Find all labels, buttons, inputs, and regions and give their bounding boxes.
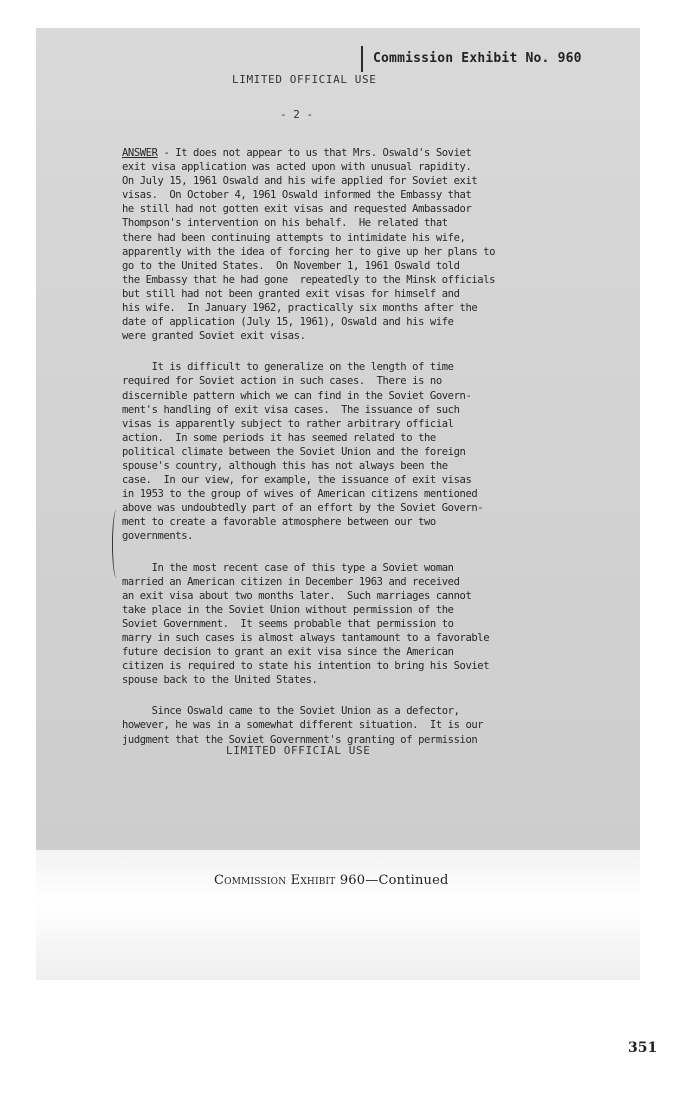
caption-exhibit: Commission Exhibit [214, 873, 336, 888]
paragraph-answer [122, 146, 522, 343]
text-line: the Embassy that he had gone repeatedly to the Minsk officials [122, 273, 496, 286]
exhibit-caption [214, 873, 449, 888]
text-line: citizen is required to state his intention to bring his Soviet [122, 660, 490, 673]
text-line: future decision to grant an exit visa since the American [122, 646, 454, 659]
text-line: discernible pattern which we can find in the Soviet Govern- [122, 389, 472, 402]
text-line: visas. On October 4, 1961 Oswald informed the Embassy that [122, 189, 472, 202]
text-line: required for Soviet action in such cases. There is no [122, 375, 442, 388]
paragraph-defector [122, 704, 522, 746]
header-classification: LIMITED OFFICIAL USE [232, 73, 377, 86]
text-line: date of application (July 15, 1961), Oswald and his wife [122, 316, 454, 329]
caption-suffix: 960—Continued [335, 873, 449, 888]
text-line: visas is apparently subject to rather arbitrary official [122, 417, 454, 430]
text-line: above was undoubtedly part of an effort by the Soviet Govern- [122, 502, 484, 515]
page-number: - 2 - [280, 108, 314, 121]
text-line: ment's handling of exit visa cases. The issuance of such [122, 403, 460, 416]
text-line: were granted Soviet exit visas. [122, 330, 306, 343]
text-line: marry in such cases is almost always tantamount to a favorable [122, 632, 490, 644]
text-line: however, he was in a somewhat different situation. It is our [122, 719, 484, 732]
text-line: ment to create a favorable atmosphere between our two [122, 516, 436, 529]
volume-page-number: 351 [628, 1040, 658, 1056]
exhibit-stamp [361, 46, 587, 72]
text-line: political climate between the Soviet Union and the foreign [122, 445, 466, 458]
text-line: his wife. In January 1962, practically six months after the [122, 302, 478, 315]
text-line: action. In some periods it has seemed related to the [122, 431, 436, 444]
text-line: spouse's country, although this has not always been the [122, 459, 448, 472]
text-line: Since Oswald came to the Soviet Union as a defector, [122, 705, 460, 718]
text-line: judgment that the Soviet Government's granting of permission [122, 733, 478, 746]
text-line: but still had not been granted exit visas for himself and [122, 287, 460, 300]
text-line: there had been continuing attempts to intimidate his wife, [122, 231, 466, 244]
text-line: Soviet Government. It seems probable that permission to [122, 617, 454, 630]
exhibit-stamp-label: Commission Exhibit No. [373, 51, 550, 66]
page-lower-margin [36, 850, 640, 980]
memo-body [122, 146, 522, 764]
text-line: in 1953 to the group of wives of American citizens mentioned [122, 488, 478, 501]
text-line: case. In our view, for example, the issuance of exit visas [122, 474, 472, 487]
paragraph-recent-case [122, 561, 522, 688]
text-line: In the most recent case of this type a Soviet woman [122, 561, 454, 574]
text-line: married an American citizen in December 1963 and received [122, 575, 460, 588]
text-line: go to the United States. On November 1, 1961 Oswald told [122, 259, 460, 272]
text-line: governments. [122, 530, 194, 543]
text-line: take place in the Soviet Union without permission of the [122, 603, 454, 616]
text-line: apparently with the idea of forcing her to give up her plans to [122, 245, 496, 258]
text-line: ANSWER - It does not appear to us that Mrs. Oswald's Soviet [122, 147, 472, 159]
text-line: an exit visa about two months later. Such marriages cannot [122, 589, 472, 602]
exhibit-stamp-number: 960 [557, 51, 582, 66]
footer-classification: LIMITED OFFICIAL USE [226, 744, 371, 757]
paragraph-generalize [122, 360, 522, 543]
text-line: exit visa application was acted upon with unusual rapidity. [122, 161, 472, 174]
text-line: spouse back to the United States. [122, 674, 318, 687]
text-line: he still had not gotten exit visas and requested Ambassador [122, 203, 472, 216]
answer-lead: ANSWER [122, 147, 158, 159]
text-line: Thompson's intervention on his behalf. He related that [122, 217, 448, 230]
text-line: On July 15, 1961 Oswald and his wife applied for Soviet exit [122, 175, 478, 188]
margin-bracket-mark [112, 510, 121, 578]
text-line: It is difficult to generalize on the length of time [122, 361, 454, 374]
